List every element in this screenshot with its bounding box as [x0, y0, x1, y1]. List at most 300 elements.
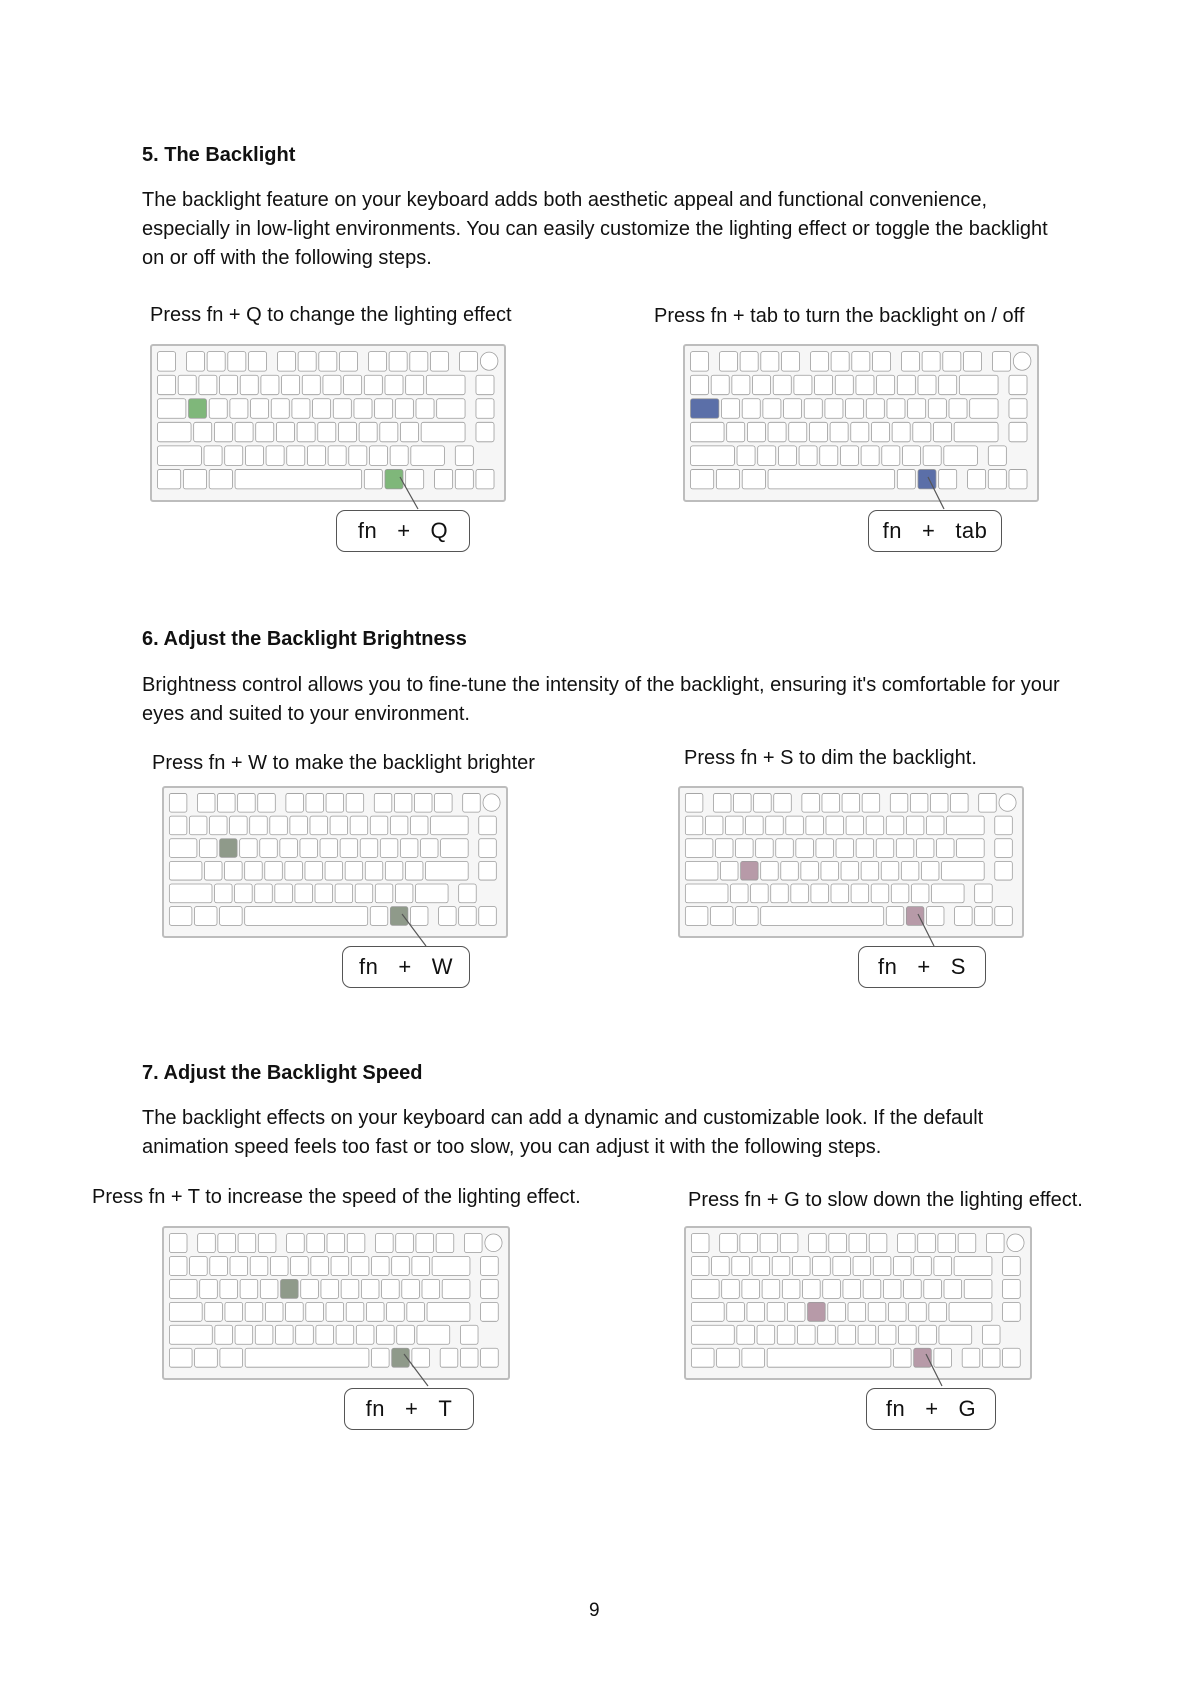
- key-space: [245, 907, 368, 926]
- key-pgup: [1003, 1256, 1021, 1275]
- key-i: [856, 839, 874, 858]
- key-v: [275, 1325, 293, 1344]
- key-z: [737, 1325, 755, 1344]
- key-g: [808, 1302, 826, 1321]
- key-enter: [942, 861, 985, 880]
- key-b: [811, 884, 829, 903]
- key-f12: [951, 793, 969, 812]
- key-left: [968, 469, 986, 488]
- key-2: [732, 1256, 750, 1275]
- key-5: [261, 375, 279, 394]
- key-e: [240, 1279, 258, 1298]
- key-n: [307, 446, 325, 465]
- key-cmd: [742, 469, 765, 488]
- key-[: [928, 399, 946, 418]
- key-f3: [761, 352, 779, 371]
- key-f7: [319, 352, 337, 371]
- key-]: [937, 839, 955, 858]
- key-f8: [346, 793, 364, 812]
- key-s: [225, 1302, 243, 1321]
- key-q: [189, 399, 207, 418]
- key-k: [338, 422, 356, 441]
- key-`: [685, 816, 703, 835]
- key-right: [1009, 469, 1027, 488]
- key-7: [833, 1256, 851, 1275]
- key-e: [763, 399, 781, 418]
- target-key-label: T: [438, 1396, 453, 1421]
- key-w: [220, 1279, 238, 1298]
- key-cmd: [220, 907, 243, 926]
- keyboard-diagram: [162, 1226, 510, 1380]
- key-b: [818, 1325, 836, 1344]
- key-down: [988, 469, 1006, 488]
- key-7: [310, 816, 328, 835]
- key-1: [190, 1256, 208, 1275]
- key-b: [820, 446, 838, 465]
- key-3: [752, 1256, 770, 1275]
- key-0: [897, 375, 915, 394]
- key-6: [290, 816, 308, 835]
- key-9: [350, 816, 368, 835]
- key-f: [265, 861, 283, 880]
- key-c: [777, 1325, 795, 1344]
- key-f11: [416, 1234, 434, 1253]
- key-f7: [842, 793, 860, 812]
- key-f3: [238, 793, 256, 812]
- key-0: [371, 1256, 389, 1275]
- key-=: [926, 816, 944, 835]
- key-,: [355, 884, 373, 903]
- key-s: [747, 1302, 765, 1321]
- key-cmd: [220, 1348, 243, 1367]
- key-f10: [389, 352, 407, 371]
- key-backspace: [954, 1256, 992, 1275]
- key--: [390, 816, 408, 835]
- key-down: [975, 907, 993, 926]
- key-home: [479, 861, 497, 880]
- key-f2: [218, 793, 236, 812]
- key-8: [856, 375, 874, 394]
- fn-key-label: fn: [882, 518, 902, 543]
- key-v: [275, 884, 293, 903]
- fn-key-label: fn: [357, 518, 378, 543]
- key-[: [916, 839, 934, 858]
- key-/: [397, 1325, 415, 1344]
- key-1: [705, 816, 723, 835]
- fn-key-label: fn: [365, 1396, 386, 1421]
- key-': [929, 1302, 947, 1321]
- key-2: [210, 816, 228, 835]
- key-combo-callout: [868, 510, 1002, 552]
- key-q: [722, 1279, 740, 1298]
- key-t: [281, 1279, 299, 1298]
- key-f12: [436, 1234, 454, 1253]
- key-;: [387, 1302, 405, 1321]
- key-f2: [740, 352, 758, 371]
- key-ctrl: [169, 1348, 192, 1367]
- key-': [921, 861, 939, 880]
- key-pgdn: [1009, 399, 1027, 418]
- key-3: [230, 1256, 248, 1275]
- key-knob: [483, 794, 500, 811]
- key-f6: [298, 352, 316, 371]
- key-opt: [195, 1348, 218, 1367]
- key-1: [178, 375, 196, 394]
- key-esc: [169, 793, 187, 812]
- key-h: [830, 422, 848, 441]
- keyboard-diagram: [150, 344, 506, 502]
- key-tab: [158, 399, 186, 418]
- key-[: [400, 839, 418, 858]
- key-z: [215, 884, 233, 903]
- key-h: [821, 861, 839, 880]
- key-del: [459, 352, 477, 371]
- fn-key-label: fn: [885, 1396, 906, 1421]
- key-r: [260, 1279, 278, 1298]
- key-4: [772, 1256, 790, 1275]
- key-f9: [368, 352, 386, 371]
- key-ctrl: [685, 907, 708, 926]
- key-up: [460, 1325, 478, 1344]
- key-': [405, 861, 423, 880]
- key-`: [169, 1256, 187, 1275]
- key-backspace: [431, 816, 469, 835]
- key-del: [992, 352, 1010, 371]
- plus-label: +: [398, 954, 412, 979]
- key-j: [841, 861, 859, 880]
- key-l: [892, 422, 910, 441]
- key-ctrl: [169, 907, 192, 926]
- key-]: [421, 839, 439, 858]
- key-9: [877, 375, 895, 394]
- key-f5: [277, 352, 295, 371]
- key-]: [944, 1279, 962, 1298]
- key-f4: [258, 1234, 276, 1253]
- key-right: [481, 1348, 499, 1367]
- figure-caption: Press fn + W to make the backlight brighter: [152, 752, 535, 774]
- key-3: [753, 375, 771, 394]
- key-': [407, 1302, 425, 1321]
- key-del: [464, 1234, 482, 1253]
- key-opt: [194, 907, 217, 926]
- key-j: [318, 422, 336, 441]
- key-8: [331, 1256, 349, 1275]
- key-home: [481, 1302, 499, 1321]
- key-1: [712, 1256, 730, 1275]
- key-p: [382, 1279, 400, 1298]
- key-f4: [781, 352, 799, 371]
- plus-label: +: [397, 518, 411, 543]
- key-d: [768, 422, 786, 441]
- key-rcmd: [370, 907, 388, 926]
- key-\: [437, 399, 465, 418]
- key-p: [380, 839, 398, 858]
- key-2: [199, 375, 217, 394]
- key-f: [265, 1302, 283, 1321]
- key-/: [390, 446, 408, 465]
- key-down: [459, 907, 477, 926]
- key-k: [346, 1302, 364, 1321]
- key-`: [691, 375, 709, 394]
- key-f10: [394, 793, 412, 812]
- figure-caption: Press fn + Q to change the lighting effect: [150, 304, 512, 326]
- key-3: [746, 816, 764, 835]
- key-l: [881, 861, 899, 880]
- key-backspace: [432, 1256, 470, 1275]
- key-7: [311, 1256, 329, 1275]
- key-z: [215, 1325, 233, 1344]
- key-rshift: [931, 884, 964, 903]
- key-]: [416, 399, 434, 418]
- key-n: [840, 446, 858, 465]
- key-esc: [169, 1234, 187, 1253]
- key-\: [970, 399, 998, 418]
- key-m: [336, 1325, 354, 1344]
- key-w: [220, 839, 238, 858]
- key-f2: [207, 352, 225, 371]
- key-6: [813, 1256, 831, 1275]
- key-8: [846, 816, 864, 835]
- key-lshift: [685, 884, 728, 903]
- key-5: [794, 375, 812, 394]
- key-;: [380, 422, 398, 441]
- key--: [392, 1256, 410, 1275]
- key-f4: [780, 1234, 798, 1253]
- key-del: [986, 1234, 1004, 1253]
- key-o: [887, 399, 905, 418]
- plus-label: +: [925, 1396, 939, 1421]
- key-=: [934, 1256, 952, 1275]
- key-f3: [238, 1234, 256, 1253]
- key-p: [375, 399, 393, 418]
- figure-caption: Press fn + G to slow down the lighting effect.: [688, 1189, 1083, 1211]
- key-0: [370, 816, 388, 835]
- key-ctrl: [691, 469, 714, 488]
- key-\: [442, 1279, 470, 1298]
- key-': [400, 422, 418, 441]
- key-,: [871, 884, 889, 903]
- key-f8: [872, 352, 890, 371]
- target-key-label: G: [958, 1396, 977, 1421]
- key-lshift: [169, 1325, 212, 1344]
- key-s: [225, 861, 243, 880]
- key-i: [866, 399, 884, 418]
- key-pgup: [476, 375, 494, 394]
- key-k: [868, 1302, 886, 1321]
- key-t: [280, 839, 298, 858]
- key-x: [235, 1325, 253, 1344]
- keyboard-diagram: [162, 786, 508, 938]
- key-v: [797, 1325, 815, 1344]
- key-g: [809, 422, 827, 441]
- page-number: 9: [589, 1600, 600, 1621]
- callout-pointer: [908, 1352, 968, 1388]
- callout-pointer: [380, 475, 440, 511]
- key-u: [321, 1279, 339, 1298]
- key-rshift: [411, 446, 445, 465]
- key-4: [250, 1256, 268, 1275]
- key-esc: [685, 793, 703, 812]
- key-9: [351, 1256, 369, 1275]
- key-c: [255, 1325, 273, 1344]
- key-lshift: [691, 446, 735, 465]
- key-space: [761, 907, 884, 926]
- key-f10: [396, 1234, 414, 1253]
- key-x: [757, 1325, 775, 1344]
- key-e: [240, 839, 258, 858]
- key-space: [245, 1348, 369, 1367]
- key-w: [209, 399, 227, 418]
- key-k: [861, 861, 879, 880]
- target-key-label: S: [950, 954, 966, 979]
- key-o: [883, 1279, 901, 1298]
- key-,: [349, 446, 367, 465]
- key-o: [876, 839, 894, 858]
- key-f12: [435, 793, 453, 812]
- section-heading: 5. The Backlight: [142, 144, 296, 166]
- key-f6: [831, 352, 849, 371]
- key-caps: [169, 1302, 202, 1321]
- key-=: [410, 816, 428, 835]
- key-g: [801, 861, 819, 880]
- key-s: [741, 861, 759, 880]
- key-home: [476, 422, 494, 441]
- key-;: [913, 422, 931, 441]
- key-f1: [719, 352, 737, 371]
- key-esc: [158, 352, 176, 371]
- key-x: [225, 446, 243, 465]
- key--: [906, 816, 924, 835]
- key-[: [402, 1279, 420, 1298]
- fn-key-label: fn: [359, 954, 379, 979]
- key-pgup: [481, 1256, 499, 1275]
- key-f12: [430, 352, 448, 371]
- key-q: [199, 839, 217, 858]
- key-u: [846, 399, 864, 418]
- key-x: [235, 884, 253, 903]
- key-/: [395, 884, 413, 903]
- key-lshift: [691, 1325, 734, 1344]
- key-\: [957, 839, 985, 858]
- key-combo-callout: [344, 1388, 474, 1430]
- key-o: [354, 399, 372, 418]
- key-right: [995, 907, 1013, 926]
- key-.: [891, 884, 909, 903]
- key-6: [815, 375, 833, 394]
- key-h: [828, 1302, 846, 1321]
- section-body: Brightness control allows you to fine-tune the intensity of the backlight, ensuring it's comfortable for your eyes and suited to your environment.: [142, 674, 1060, 725]
- key-d: [245, 861, 263, 880]
- key-l: [365, 861, 383, 880]
- key-0: [364, 375, 382, 394]
- key-h: [306, 1302, 324, 1321]
- key-m: [858, 1325, 876, 1344]
- key-y: [292, 399, 310, 418]
- key-r: [251, 399, 269, 418]
- key-h: [297, 422, 315, 441]
- key-v: [266, 446, 284, 465]
- key-f5: [802, 793, 820, 812]
- key-y: [825, 399, 843, 418]
- key-d: [761, 861, 779, 880]
- key-f2: [734, 793, 752, 812]
- key-right: [479, 907, 497, 926]
- key-f3: [228, 352, 246, 371]
- key-\: [964, 1279, 992, 1298]
- key-rcmd: [371, 1348, 389, 1367]
- key-5: [270, 1256, 288, 1275]
- key-cmd: [742, 1348, 765, 1367]
- key-home: [1009, 422, 1027, 441]
- key-2: [210, 1256, 228, 1275]
- key-caps: [158, 422, 192, 441]
- key-;: [385, 861, 403, 880]
- key-n: [316, 1325, 334, 1344]
- key-enter: [954, 422, 998, 441]
- key-rshift: [417, 1325, 450, 1344]
- key-right: [476, 469, 494, 488]
- plus-label: +: [921, 518, 936, 543]
- key-combo-callout: [342, 946, 470, 988]
- key-a: [205, 1302, 223, 1321]
- key-knob: [1013, 352, 1031, 370]
- key-`: [691, 1256, 709, 1275]
- key-f6: [822, 793, 840, 812]
- key-space: [767, 1348, 891, 1367]
- key-f8: [347, 1234, 365, 1253]
- key-.: [377, 1325, 395, 1344]
- key-y: [816, 839, 834, 858]
- key-c: [778, 446, 796, 465]
- key-4: [766, 816, 784, 835]
- key-f11: [943, 352, 961, 371]
- figure-caption: Press fn + S to dim the backlight.: [684, 747, 977, 769]
- key-ctrl: [158, 469, 181, 488]
- key-p: [896, 839, 914, 858]
- key-a: [727, 1302, 745, 1321]
- key-l: [366, 1302, 384, 1321]
- key-f11: [930, 793, 948, 812]
- key-pgup: [1009, 375, 1027, 394]
- key-o: [360, 839, 378, 858]
- key-cmd: [209, 469, 232, 488]
- key--: [918, 375, 936, 394]
- key-del: [979, 793, 997, 812]
- key-a: [194, 422, 212, 441]
- key-enter: [949, 1302, 992, 1321]
- key-w: [742, 399, 760, 418]
- key-esc: [691, 352, 709, 371]
- key-f6: [307, 1234, 325, 1253]
- key-m: [335, 884, 353, 903]
- key-9: [873, 1256, 891, 1275]
- keyboard-diagram: [678, 786, 1024, 938]
- key-=: [412, 1256, 430, 1275]
- key-f1: [186, 352, 204, 371]
- key-q: [715, 839, 733, 858]
- key-z: [731, 884, 749, 903]
- key-/: [919, 1325, 937, 1344]
- key-h: [305, 861, 323, 880]
- key-q: [200, 1279, 218, 1298]
- key-down: [982, 1348, 1000, 1367]
- key-knob: [999, 794, 1016, 811]
- callout-pointer: [390, 912, 450, 948]
- key-r: [782, 1279, 800, 1298]
- key-s: [747, 422, 765, 441]
- key-esc: [691, 1234, 709, 1253]
- key-i: [340, 839, 358, 858]
